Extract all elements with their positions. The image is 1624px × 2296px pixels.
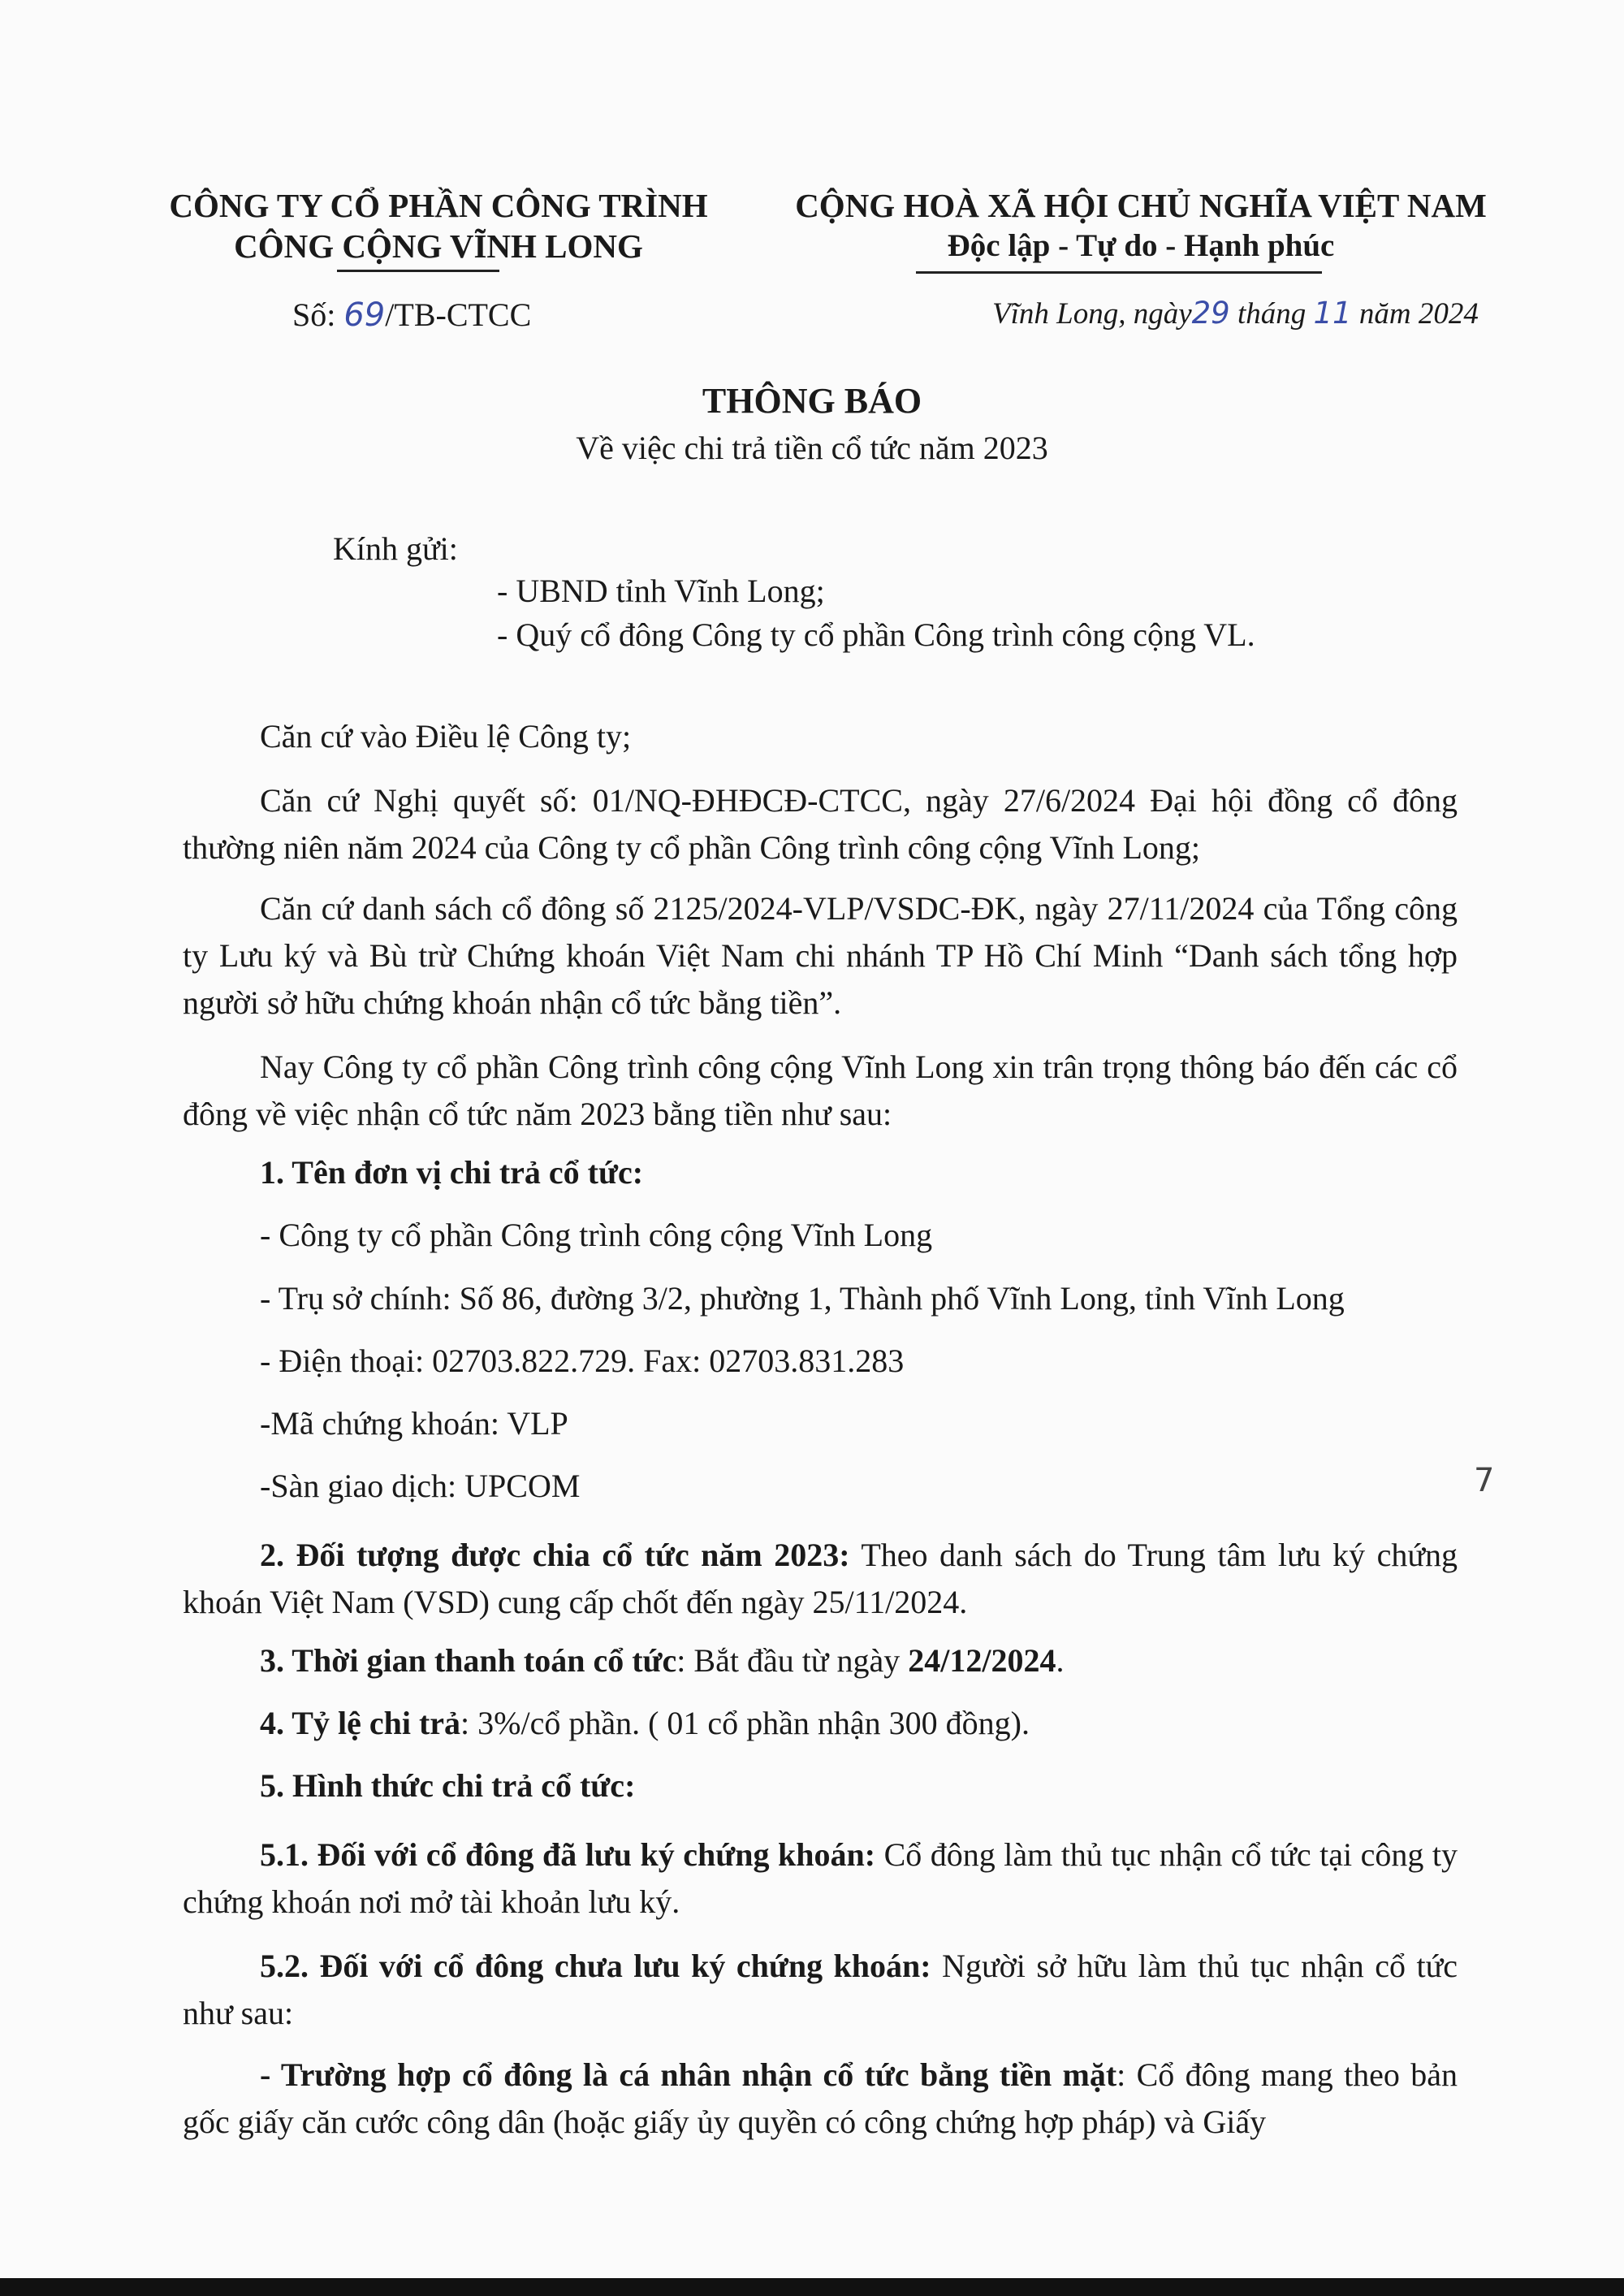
section-1-item: -Mã chứng khoán: VLP <box>260 1405 568 1442</box>
date-month-label: tháng <box>1237 297 1307 331</box>
section-1-item: - Điện thoại: 02703.822.729. Fax: 02703.831.283 <box>260 1343 905 1379</box>
intro-paragraph: Nay Công ty cổ phần Công trình công cộng Vĩnh Long xin trân trọng thông báo đến các cổ đông về việc nhận cổ tức năm 2023 bằng tiền như sau: <box>183 1049 1458 1132</box>
national-heading <box>763 185 1518 266</box>
section-2 <box>183 1532 1458 1626</box>
date-suffix: năm 2024 <box>1358 297 1479 331</box>
national-motto: Độc lập - Tự do - Hạnh phúc <box>947 228 1335 263</box>
doc-no-suffix: /TB-CTCC <box>385 296 532 333</box>
section-5-1 <box>183 1831 1458 1926</box>
section-3-label: 3. Thời gian thanh toán cổ tức <box>260 1642 677 1679</box>
recipient-item: - UBND tỉnh Vĩnh Long; <box>497 573 825 609</box>
basis-shareholder-list: Căn cứ danh sách cổ đông số 2125/2024-VLP/VSDC-ĐK, ngày 27/11/2024 của Tổng công ty Lưu ký và Bù trừ Chứng khoán Việt Nam chi nhánh TP Hồ Chí Minh “Danh sách tổng hợp người sở hữu chứng khoán nhận cổ tức bằng tiền”. <box>183 890 1458 1021</box>
recipient-item: - Quý cổ đông Công ty cổ phần Công trình công cộng VL. <box>497 616 1255 653</box>
section-3 <box>183 1637 1458 1684</box>
national-title: CỘNG HOÀ XÃ HỘI CHỦ NGHĨA VIỆT NAM <box>795 187 1487 224</box>
section-5-1-text: Cổ đông làm thủ tục nhận cổ tức tại công ty chứng khoán nơi mở tài khoản lưu ký. <box>183 1836 1458 1920</box>
section-3-text: : Bắt đầu từ ngày <box>676 1642 909 1679</box>
date-prefix: Vĩnh Long, ngày <box>992 297 1192 331</box>
section-2-text: Theo danh sách do Trung tâm lưu ký chứng khoán Việt Nam (VSD) cung cấp chốt đến ngày 25/11/2024. <box>183 1537 1458 1620</box>
section-5-2 <box>183 1943 1458 2037</box>
section-5-2-case-label: - Trường hợp cổ đông là cá nhân nhận cổ tức bằng tiền mặt <box>260 2056 1117 2093</box>
motto-underline <box>916 271 1322 274</box>
company-name <box>146 185 731 266</box>
doc-no-prefix: Số: <box>292 296 344 333</box>
basis-resolution: Căn cứ Nghị quyết số: 01/NQ-ĐHĐCĐ-CTCC, ngày 27/6/2024 Đại hội đồng cổ đông thường niên năm 2024 của Công ty cổ phần Công trình công cộng Vĩnh Long; <box>183 782 1458 866</box>
document-subtitle: Về việc chi trả tiền cổ tức năm 2023 <box>576 430 1048 466</box>
basis-charter: Căn cứ vào Điều lệ Công ty; <box>260 718 632 755</box>
section-5-title: 5. Hình thức chi trả cổ tức: <box>260 1767 636 1804</box>
scan-bottom-edge <box>0 2278 1624 2296</box>
recipients-label: Kính gửi: <box>333 530 458 567</box>
date-month-handwritten: 11 <box>1313 296 1352 331</box>
date-day-handwritten: 29 <box>1191 296 1230 331</box>
section-5-2-text: Người sở hữu làm thủ tục nhận cổ tức như sau: <box>183 1948 1458 2031</box>
section-1-item: - Trụ sở chính: Số 86, đường 3/2, phường 1, Thành phố Vĩnh Long, tỉnh Vĩnh Long <box>260 1280 1345 1317</box>
section-5-1-label: 5.1. Đối với cổ đông đã lưu ký chứng khoán: <box>260 1836 876 1873</box>
section-3-date: 24/12/2024 <box>908 1642 1056 1679</box>
section-4 <box>183 1700 1458 1747</box>
company-underline <box>337 270 499 272</box>
document-title: THÔNG BÁO <box>702 381 922 421</box>
company-name-line2: CÔNG CỘNG VĨNH LONG <box>234 227 643 265</box>
section-4-label: 4. Tỷ lệ chi trả <box>260 1705 461 1741</box>
section-5-2-case-text: : Cổ đông mang theo bản gốc giấy căn cước công dân (hoặc giấy ủy quyền có công chứng hợp pháp) và Giấy <box>183 2056 1458 2140</box>
section-2-label: 2. Đối tượng được chia cổ tức năm 2023: <box>260 1537 850 1573</box>
section-1-title: 1. Tên đơn vị chi trả cổ tức: <box>260 1154 644 1191</box>
section-1-item: - Công ty cổ phần Công trình công cộng Vĩnh Long <box>260 1217 933 1253</box>
section-3-end: . <box>1056 1642 1065 1679</box>
margin-handwritten-mark: 7 <box>1474 1462 1495 1499</box>
section-4-text: : 3%/cổ phần. ( 01 cổ phần nhận 300 đồng). <box>460 1705 1030 1741</box>
document-date <box>992 296 1479 331</box>
doc-no-handwritten: 69 <box>343 296 386 334</box>
company-name-line1: CÔNG TY CỔ PHẦN CÔNG TRÌNH <box>169 187 708 224</box>
section-1-item: -Sàn giao dịch: UPCOM <box>260 1468 581 1504</box>
document-number <box>292 296 531 334</box>
section-5-2-case <box>183 2052 1458 2146</box>
section-5-2-label: 5.2. Đối với cổ đông chưa lưu ký chứng khoán: <box>260 1948 931 1984</box>
